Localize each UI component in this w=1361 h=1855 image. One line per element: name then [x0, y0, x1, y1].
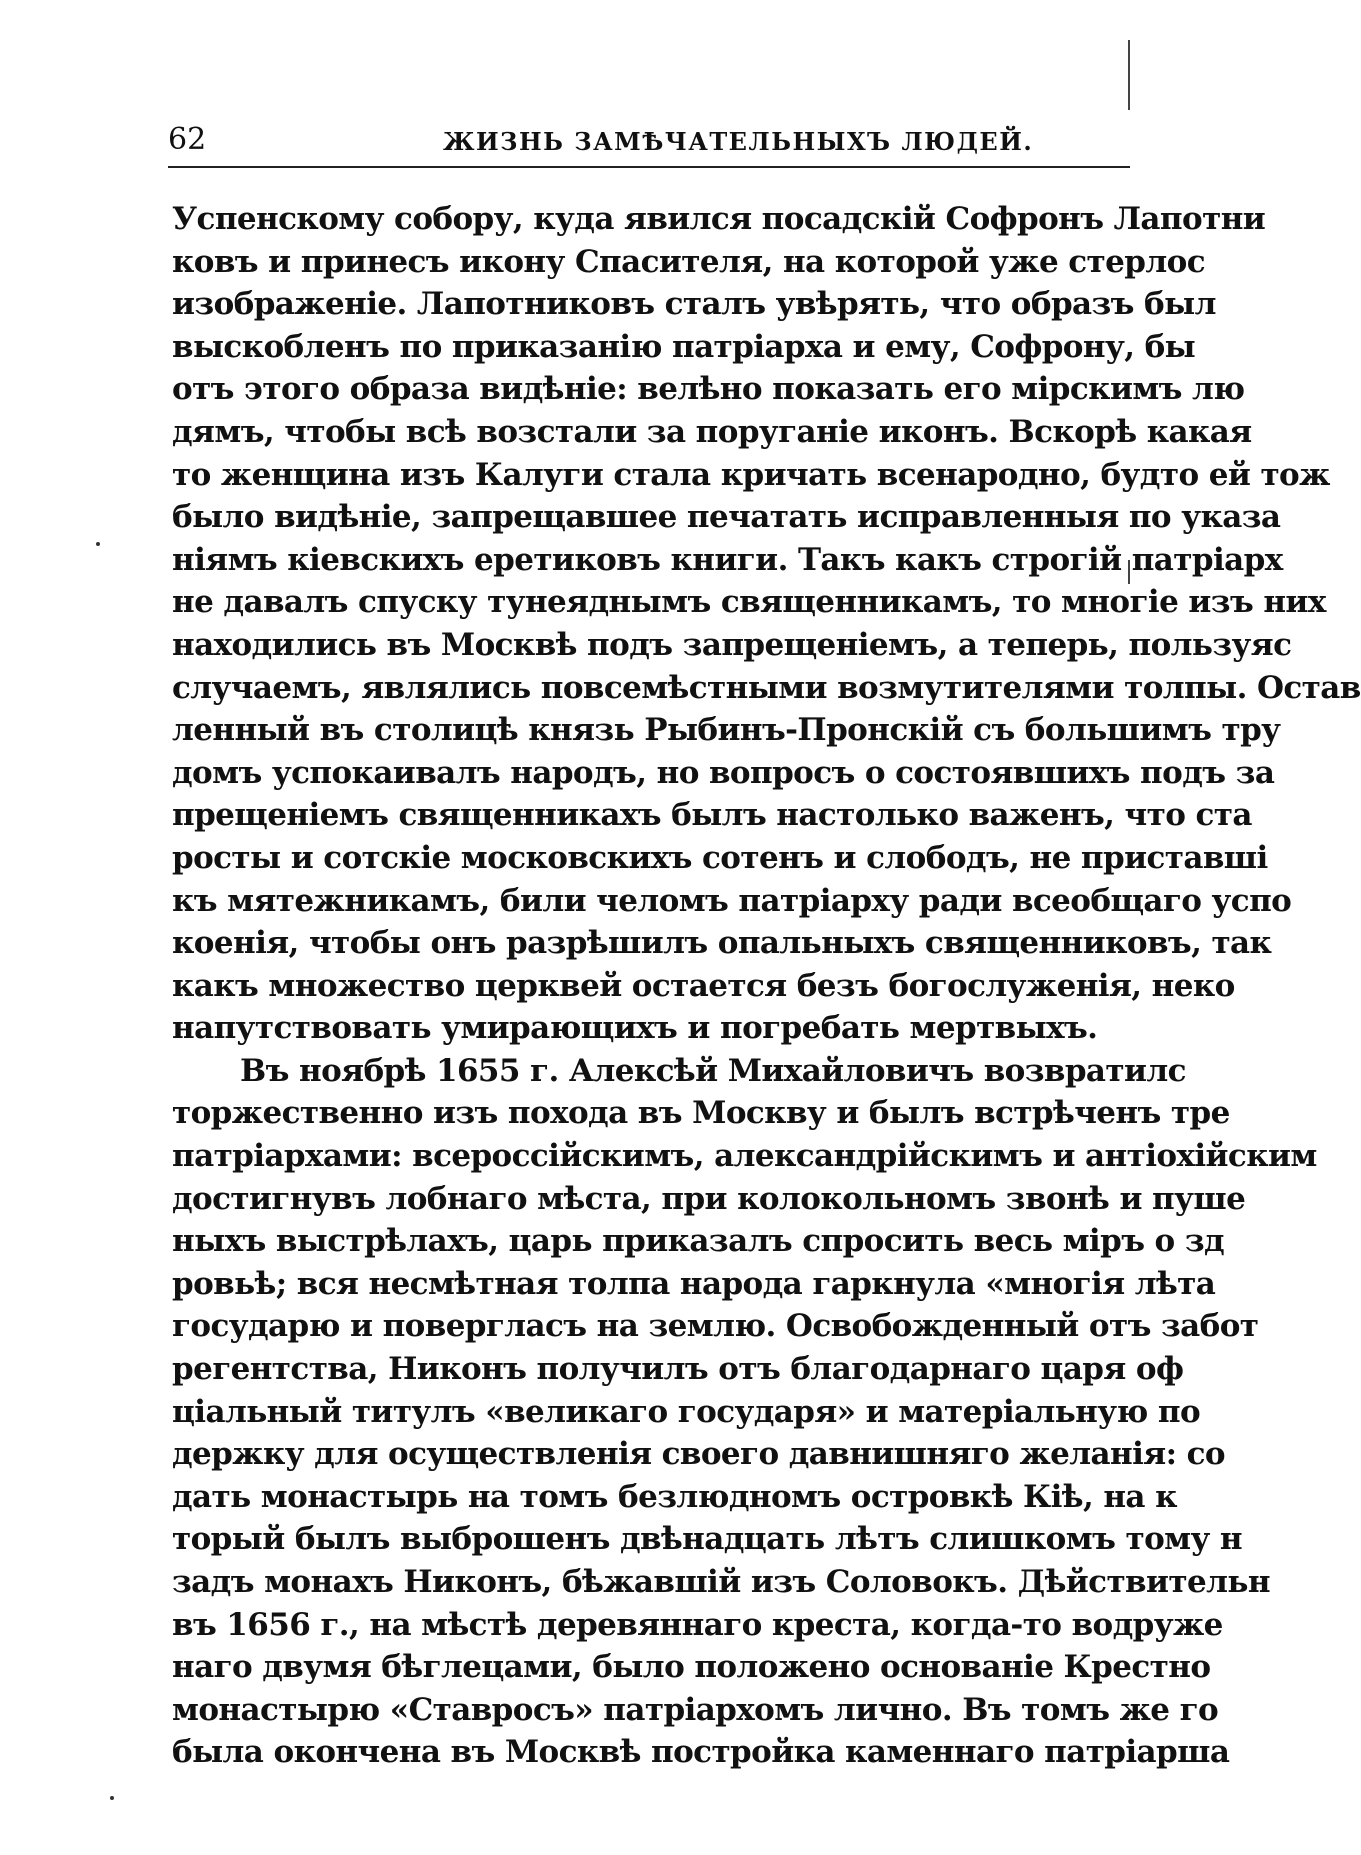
page-header	[168, 120, 1130, 164]
text-line: дямъ, чтобы всѣ возстали за поруганіе иконъ. Вскорѣ какая	[172, 413, 1252, 450]
text-line: регентства, Никонъ получилъ отъ благодарнаго царя оф	[172, 1351, 1184, 1388]
body-text	[172, 198, 1361, 1774]
text-line: ціальный титулъ «великаго государя» и матеріальную по	[172, 1393, 1201, 1430]
text-line: наго двумя бѣглецами, было положено основаніе Крестно	[172, 1649, 1211, 1686]
text-line: было видѣніе, запрещавшее печатать исправленныя по указа	[172, 499, 1281, 536]
text-line: домъ успокаивалъ народъ, но вопросъ о состоявшихъ подъ за	[172, 754, 1275, 791]
text-line: напутствовать умирающихъ и погребать мертвыхъ.	[172, 1010, 1098, 1047]
text-line: ныхъ выстрѣлахъ, царь приказалъ спросить весь міръ о зд	[172, 1223, 1225, 1260]
text-line: коенія, чтобы онъ разрѣшилъ опальныхъ священниковъ, так	[172, 925, 1272, 962]
text-line: изображеніе. Лапотниковъ сталъ увѣрять, что образъ был	[172, 286, 1216, 323]
text-line: въ 1656 г., на мѣстѣ деревяннаго креста, когда-то водруже	[172, 1606, 1223, 1643]
text-line-paragraph-start: Въ ноябрѣ 1655 г. Алексѣй Михайловичъ возвратилс	[240, 1052, 1186, 1089]
text-line: государю и повергласъ на землю. Освобожденный отъ забот	[172, 1308, 1259, 1345]
text-line: торый былъ выброшенъ двѣнадцать лѣтъ слишкомъ тому н	[172, 1521, 1242, 1558]
text-line: къ мятежникамъ, били челомъ патріарху ради всеобщаго успо	[172, 882, 1292, 919]
text-line: прещеніемъ священникахъ былъ настолько важенъ, что ста	[172, 797, 1252, 834]
text-line: ніямъ кіевскихъ еретиковъ книги. Такъ какъ строгій патріарх	[172, 541, 1283, 578]
text-line: держку для осуществленія своего давнишняго желанія: со	[172, 1436, 1225, 1473]
text-line: росты и сотскіе московскихъ сотенъ и слободъ, не приставші	[172, 839, 1268, 876]
running-title: ЖИЗНЬ ЗАМѢЧАТЕЛЬНЫХЪ ЛЮДЕЙ.	[443, 127, 1034, 156]
text-line: ленный въ столицѣ князь Рыбинъ-Пронскій съ большимъ тру	[172, 712, 1281, 749]
margin-speck	[96, 542, 100, 546]
text-line: дать монастырь на томъ безлюдномъ островкѣ Кіѣ, на к	[172, 1478, 1177, 1515]
text-line: не давалъ спуску тунеяднымъ священникамъ, то многіе изъ них	[172, 584, 1326, 621]
text-line: находились въ Москвѣ подъ запрещеніемъ, а теперь, пользуяс	[172, 626, 1292, 663]
text-line: ровьѣ; вся несмѣтная толпа народа гаркнула «многія лѣта	[172, 1265, 1216, 1302]
header-rule	[168, 166, 1130, 168]
text-line: Успенскому собору, куда явился посадскій Софронъ Лапотни	[172, 201, 1266, 237]
page-number: 62	[168, 122, 207, 157]
text-line: была окончена въ Москвѣ постройка каменнаго патріарша	[172, 1734, 1230, 1771]
margin-speck	[110, 1796, 114, 1800]
text-line: монастырю «Ставросъ» патріархомъ лично. Въ томъ же го	[172, 1691, 1219, 1728]
right-edge-mark	[1128, 40, 1130, 110]
text-line: выскобленъ по приказанію патріарха и ему, Софрону, бы	[172, 328, 1196, 365]
text-line: торжественно изъ похода въ Москву и былъ встрѣченъ тре	[172, 1095, 1230, 1132]
text-line: задъ монахъ Никонъ, бѣжавшій изъ Соловокъ. Дѣйствительн	[172, 1564, 1270, 1600]
text-line: случаемъ, являлись повсемѣстными возмутителями толпы. Остав	[172, 669, 1361, 706]
text-line: какъ множество церквей остается безъ богослуженія, неко	[172, 967, 1235, 1004]
text-line: отъ этого образа видѣніе: велѣно показать его мірскимъ лю	[172, 371, 1245, 408]
text-line: патріархами: всероссійскимъ, александрійскимъ и антіохійским	[172, 1138, 1317, 1175]
text-line: достигнувъ лобнаго мѣста, при колокольномъ звонѣ и пуше	[172, 1180, 1246, 1217]
text-line: то женщина изъ Калуги стала кричать всенародно, будто ей тож	[172, 456, 1330, 493]
text-line: ковъ и принесъ икону Спасителя, на которой уже стерлос	[172, 243, 1205, 280]
